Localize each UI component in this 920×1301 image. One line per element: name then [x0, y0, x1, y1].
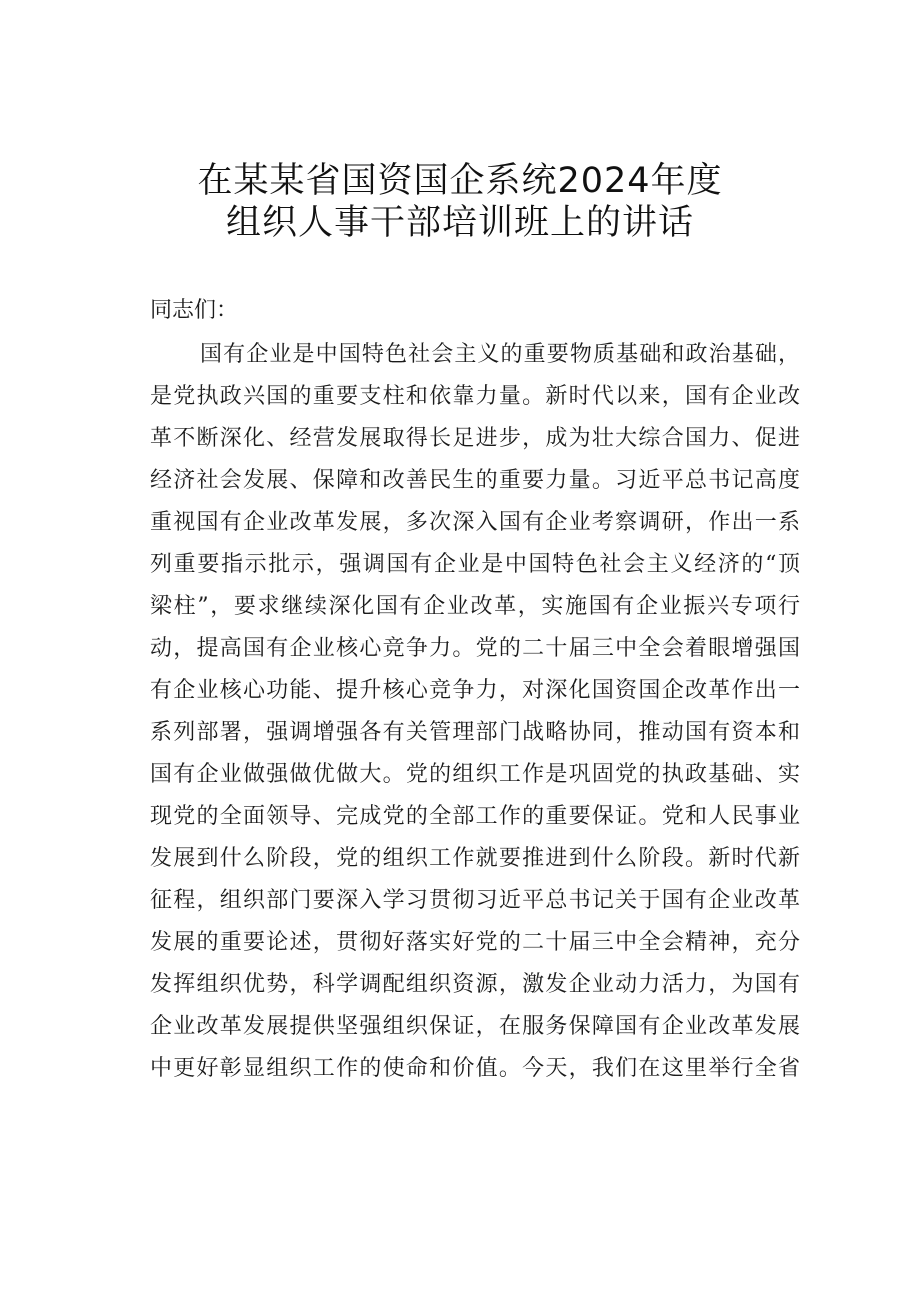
paragraph-line: 动，提高国有企业核心竞争力。党的二十届三中全会着眼增强国 — [150, 636, 800, 661]
paragraph-line: 征程，组织部门要深入学习贯彻习近平总书记关于国有企业改革 — [150, 888, 800, 913]
paragraph-line: 发挥组织优势，科学调配组织资源，激发企业动力活力，为国有 — [150, 972, 800, 997]
paragraph-line: 有企业核心功能、提升核心竞争力，对深化国资国企改革作出一 — [150, 678, 800, 703]
paragraph-line: 发展的重要论述，贯彻好落实好党的二十届三中全会精神，充分 — [150, 930, 800, 955]
document-title-line-1: 在某某省国资国企系统2024年度 — [197, 161, 723, 201]
paragraph-line: 系列部署，强调增强各有关管理部门战略协同，推动国有资本和 — [150, 720, 800, 745]
paragraph-line: 梁柱”，要求继续深化国有企业改革，实施国有企业振兴专项行 — [150, 594, 800, 619]
paragraph-line: 国有企业做强做优做大。党的组织工作是巩固党的执政基础、实 — [150, 762, 800, 787]
paragraph-line: 重视国有企业改革发展，多次深入国有企业考察调研，作出一系 — [150, 510, 800, 535]
document-title-line-2: 组织人事干部培训班上的讲话 — [225, 203, 694, 243]
paragraph-line: 企业改革发展提供坚强组织保证，在服务保障国有企业改革发展 — [150, 1014, 800, 1039]
paragraph-line: 是党执政兴国的重要支柱和依靠力量。新时代以来，国有企业改 — [150, 384, 800, 409]
paragraph-line: 国有企业是中国特色社会主义的重要物质基础和政治基础， — [200, 342, 800, 367]
paragraph-line: 革不断深化、经营发展取得长足进步，成为壮大综合国力、促进 — [150, 426, 800, 451]
paragraph-line: 列重要指示批示，强调国有企业是中国特色社会主义经济的“顶 — [150, 552, 800, 577]
paragraph-line: 发展到什么阶段，党的组织工作就要推进到什么阶段。新时代新 — [150, 846, 800, 871]
salutation: 同志们： — [150, 298, 239, 323]
paragraph-line: 中更好彰显组织工作的使命和价值。今天，我们在这里举行全省 — [150, 1056, 800, 1081]
paragraph-line: 经济社会发展、保障和改善民生的重要力量。习近平总书记高度 — [150, 468, 800, 493]
paragraph-line: 现党的全面领导、完成党的全部工作的重要保证。党和人民事业 — [150, 804, 800, 829]
